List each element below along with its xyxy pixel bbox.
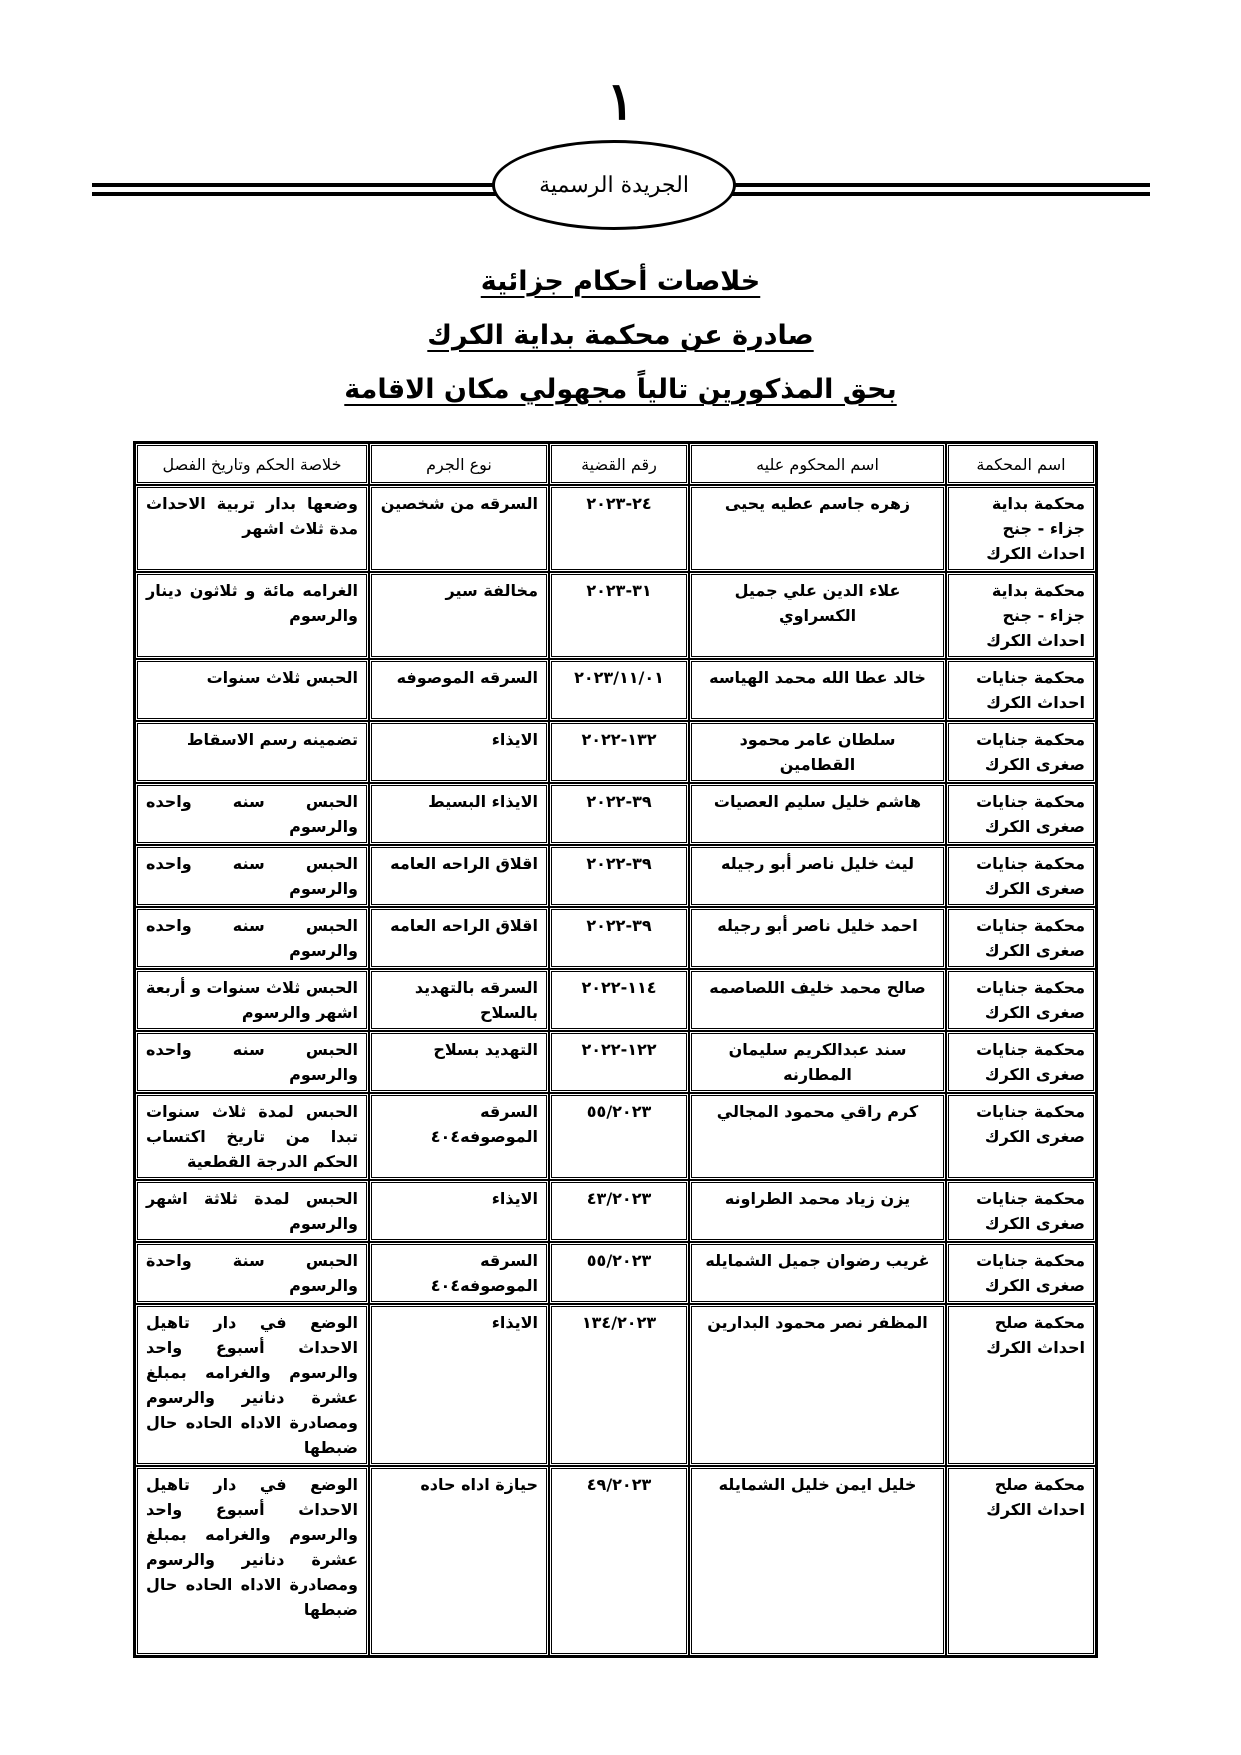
cell-court: محكمة جنايات صغرى الكرك xyxy=(946,907,1096,969)
cell-court: محكمة جنايات صغرى الكرك xyxy=(946,1180,1096,1242)
cell-crime: الايذاء البسيط xyxy=(369,783,549,845)
cell-name: صالح محمد خليف اللصاصمه xyxy=(689,969,946,1031)
cell-court: محكمة صلح احداث الكرك xyxy=(946,1466,1096,1656)
masthead-oval xyxy=(492,140,736,230)
cell-court: محكمة جنايات صغرى الكرك xyxy=(946,1242,1096,1304)
cell-name: خليل ايمن خليل الشمايله xyxy=(689,1466,946,1656)
title-line-2: صادرة عن محكمة بداية الكرك xyxy=(427,320,814,351)
cell-case: ١٢٢-٢٠٢٢ xyxy=(549,1031,689,1093)
page-number: ١ xyxy=(606,71,635,132)
judgments-table xyxy=(133,441,1098,1658)
cell-crime: الايذاء xyxy=(369,1180,549,1242)
cell-court: محكمة جنايات صغرى الكرك xyxy=(946,969,1096,1031)
cell-case: ٣٩-٢٠٢٢ xyxy=(549,845,689,907)
cell-sentence: الحبس لمدة ثلاثة اشهر والرسوم xyxy=(135,1180,369,1242)
header-court: اسم المحكمة xyxy=(946,443,1096,485)
cell-crime: السرقه الموصوفه٤٠٤ xyxy=(369,1242,549,1304)
cell-name: سلطان عامر محمود القطامين xyxy=(689,721,946,783)
table-row xyxy=(135,659,1096,721)
cell-name: سند عبدالكريم سليمان المطارنه xyxy=(689,1031,946,1093)
cell-crime: حيازة اداه حاده xyxy=(369,1466,549,1656)
cell-name: ليث خليل ناصر أبو رجيله xyxy=(689,845,946,907)
title-line-1: خلاصات أحكام جزائية xyxy=(480,266,761,297)
cell-court: محكمة بداية جزاء - جنح احداث الكرك xyxy=(946,485,1096,572)
cell-court: محكمة بداية جزاء - جنح احداث الكرك xyxy=(946,572,1096,659)
cell-case: ٤٣/٢٠٢٣ xyxy=(549,1180,689,1242)
judgments-table-wrapper xyxy=(137,441,1098,1658)
cell-crime: الايذاء xyxy=(369,721,549,783)
header-name: اسم المحكوم عليه xyxy=(689,443,946,485)
cell-court: محكمة جنايات احداث الكرك xyxy=(946,659,1096,721)
cell-case: ٣٩-٢٠٢٢ xyxy=(549,907,689,969)
cell-sentence: الحبس سنه واحده والرسوم xyxy=(135,1031,369,1093)
header-sentence: خلاصة الحكم وتاريخ الفصل xyxy=(135,443,369,485)
cell-name: هاشم خليل سليم العصيات xyxy=(689,783,946,845)
cell-court: محكمة جنايات صغرى الكرك xyxy=(946,845,1096,907)
cell-crime: اقلاق الراحه العامه xyxy=(369,845,549,907)
cell-sentence: الحبس سنة واحدة والرسوم xyxy=(135,1242,369,1304)
cell-name: كرم راقي محمود المجالي xyxy=(689,1093,946,1180)
cell-name: خالد عطا الله محمد الهياسه xyxy=(689,659,946,721)
cell-sentence: الحبس سنه واحده والرسوم xyxy=(135,907,369,969)
cell-case: ٢٠٢٣/١١/٠١ xyxy=(549,659,689,721)
cell-name: علاء الدين علي جميل الكسراوي xyxy=(689,572,946,659)
cell-name: المظفر نصر محمود البدارين xyxy=(689,1304,946,1466)
table-row xyxy=(135,1304,1096,1466)
header-case: رقم القضية xyxy=(549,443,689,485)
table-header-row xyxy=(135,443,1096,485)
table-row xyxy=(135,721,1096,783)
cell-crime: السرقه بالتهديد بالسلاح xyxy=(369,969,549,1031)
cell-name: احمد خليل ناصر أبو رجيله xyxy=(689,907,946,969)
cell-court: محكمة صلح احداث الكرك xyxy=(946,1304,1096,1466)
cell-court: محكمة جنايات صغرى الكرك xyxy=(946,783,1096,845)
cell-sentence: وضعها بدار تربية الاحداث مدة ثلاث اشهر xyxy=(135,485,369,572)
cell-case: ٢٤-٢٠٢٣ xyxy=(549,485,689,572)
cell-sentence: الحبس سنه واحده والرسوم xyxy=(135,783,369,845)
cell-case: ٣١-٢٠٢٣ xyxy=(549,572,689,659)
cell-crime: السرقه الموصوفه٤٠٤ xyxy=(369,1093,549,1180)
table-row xyxy=(135,1093,1096,1180)
cell-case: ١٣٤/٢٠٢٣ xyxy=(549,1304,689,1466)
table-row xyxy=(135,969,1096,1031)
header-crime: نوع الجرم xyxy=(369,443,549,485)
cell-name: يزن زياد محمد الطراونه xyxy=(689,1180,946,1242)
cell-sentence: الوضع في دار تاهيل الاحداث أسبوع واحد والرسوم والغرامه بمبلغ عشرة دنانير والرسوم ومصادرة الاداه الحاده حال ضبطها xyxy=(135,1304,369,1466)
cell-crime: اقلاق الراحه العامه xyxy=(369,907,549,969)
document-titles xyxy=(0,255,1241,417)
cell-court: محكمة جنايات صغرى الكرك xyxy=(946,1031,1096,1093)
table-row xyxy=(135,783,1096,845)
cell-sentence: الحبس لمدة ثلاث سنوات تبدا من تاريخ اكتساب الحكم الدرجة القطعية xyxy=(135,1093,369,1180)
cell-case: ٥٥/٢٠٢٣ xyxy=(549,1242,689,1304)
cell-crime: السرقه من شخصين xyxy=(369,485,549,572)
cell-case: ٥٥/٢٠٢٣ xyxy=(549,1093,689,1180)
table-row xyxy=(135,485,1096,572)
cell-case: ٤٩/٢٠٢٣ xyxy=(549,1466,689,1656)
table-row xyxy=(135,1466,1096,1656)
table-row xyxy=(135,572,1096,659)
title-line-3: بحق المذكورين تالياً مجهولي مكان الاقامة xyxy=(344,374,897,405)
cell-sentence: الحبس ثلاث سنوات و أربعة اشهر والرسوم xyxy=(135,969,369,1031)
table-body xyxy=(135,485,1096,1656)
cell-case: ١١٤-٢٠٢٢ xyxy=(549,969,689,1031)
table-row xyxy=(135,1180,1096,1242)
cell-case: ٣٩-٢٠٢٢ xyxy=(549,783,689,845)
cell-crime: مخالفة سير xyxy=(369,572,549,659)
table-row xyxy=(135,845,1096,907)
table-row xyxy=(135,907,1096,969)
cell-case: ١٣٢-٢٠٢٢ xyxy=(549,721,689,783)
cell-crime: التهديد بسلاح xyxy=(369,1031,549,1093)
cell-name: زهره جاسم عطيه يحيى xyxy=(689,485,946,572)
masthead-title: الجريدة الرسمية xyxy=(539,172,689,198)
cell-sentence: الوضع في دار تاهيل الاحداث أسبوع واحد والرسوم والغرامه بمبلغ عشرة دنانير والرسوم ومصادرة الاداه الحاده حال ضبطها xyxy=(135,1466,369,1656)
cell-crime: الايذاء xyxy=(369,1304,549,1466)
cell-court: محكمة جنايات صغرى الكرك xyxy=(946,1093,1096,1180)
cell-sentence: الحبس ثلاث سنوات xyxy=(135,659,369,721)
table-row xyxy=(135,1031,1096,1093)
cell-court: محكمة جنايات صغرى الكرك xyxy=(946,721,1096,783)
table-row xyxy=(135,1242,1096,1304)
cell-sentence: الغرامه مائة و ثلاثون دينار والرسوم xyxy=(135,572,369,659)
cell-name: غريب رضوان جميل الشمايله xyxy=(689,1242,946,1304)
cell-sentence: تضمينه رسم الاسقاط xyxy=(135,721,369,783)
cell-sentence: الحبس سنه واحده والرسوم xyxy=(135,845,369,907)
cell-crime: السرقه الموصوفه xyxy=(369,659,549,721)
